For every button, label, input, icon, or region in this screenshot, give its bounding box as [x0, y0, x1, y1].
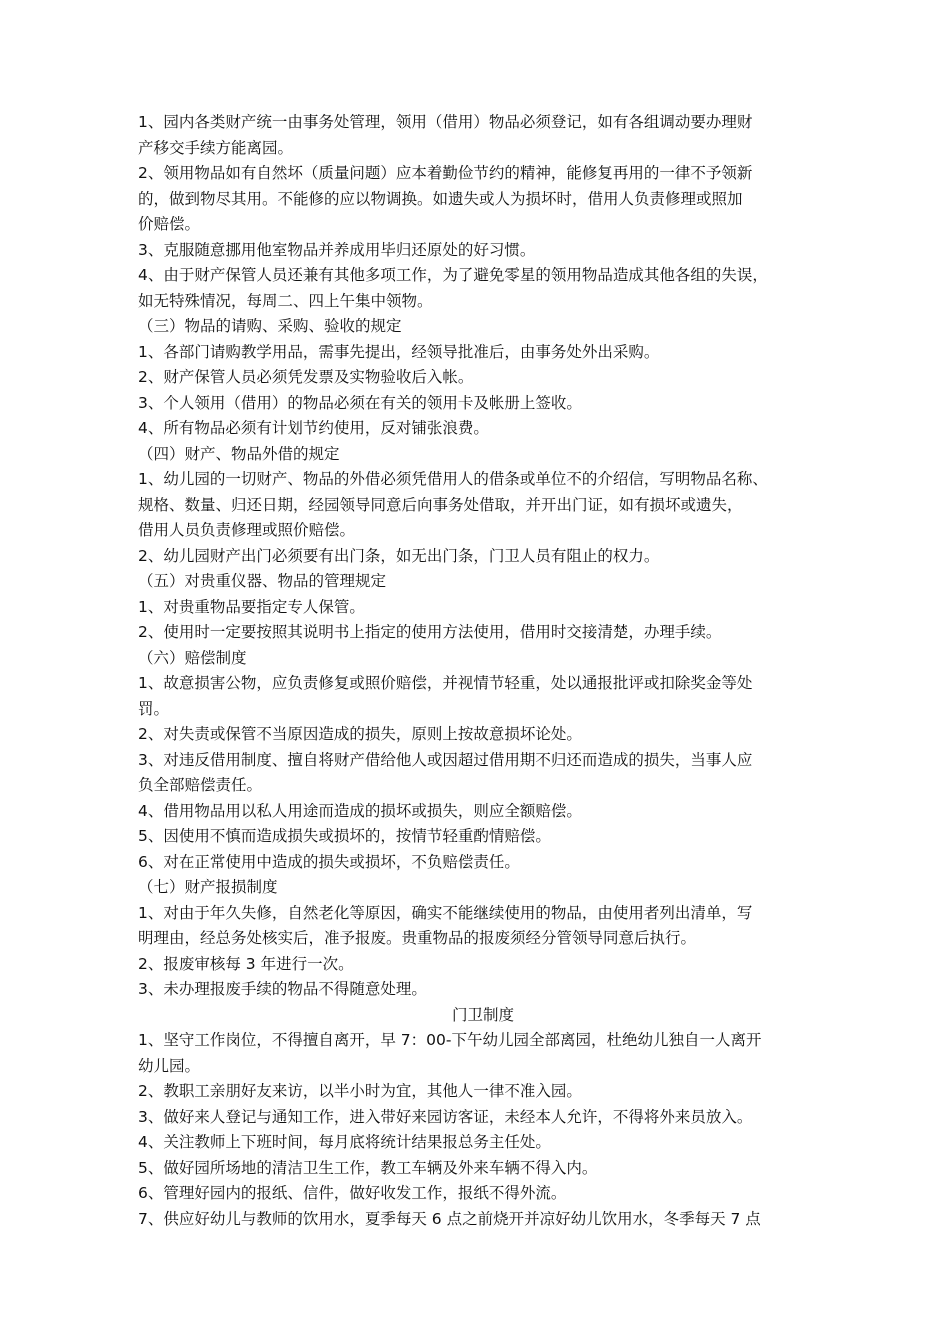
regulations-body [138, 110, 828, 1003]
text-line: （四）财产、物品外借的规定 [138, 444, 340, 463]
text-line: 1、对由于年久失修，自然老化等原因，确实不能继续使用的物品，由使用者列出清单，写 [138, 903, 753, 922]
text-line: 价赔偿。 [138, 215, 201, 233]
text-line: 4、借用物品用以私人用途而造成的损坏或损失，则应全额赔偿。 [138, 801, 582, 820]
text-line: 2、对失责或保管不当原因造成的损失，原则上按故意损坏论处。 [138, 725, 582, 743]
text-line: 5、因使用不慎而造成损失或损坏的，按情节轻重酌情赔偿。 [138, 827, 551, 845]
text-line: 2、领用物品如有自然坏（质量问题）应本着勤俭节约的精神，能修复再用的一律不予领新 [138, 164, 753, 182]
text-line: 1、园内各类财产统一由事务处管理，领用（借用）物品必须登记，如有各组调动要办理财 [138, 113, 753, 131]
text-line: 幼儿园。 [138, 1056, 201, 1075]
text-line: 2、教职工亲朋好友来访，以半小时为宜，其他人一律不准入园。 [138, 1082, 582, 1100]
text-line: 2、财产保管人员必须凭发票及实物验收后入帐。 [138, 368, 474, 386]
text-line: 产移交手续方能离园。 [138, 138, 294, 157]
text-line: 4、由于财产保管人员还兼有其他多项工作，为了避免零星的领用物品造成其他各组的失误， [138, 266, 768, 284]
text-line: 3、未办理报废手续的物品不得随意处理。 [138, 980, 427, 998]
text-line: 2、使用时一定要按照其说明书上指定的使用方法使用，借用时交接清楚，办理手续。 [138, 623, 722, 641]
text-line: 负全部赔偿责任。 [138, 776, 263, 794]
text-line: 1、对贵重物品要指定专人保管。 [138, 597, 365, 616]
gatekeeper-body [138, 1028, 828, 1232]
text-line: （五）对贵重仪器、物品的管理规定 [138, 572, 387, 590]
text-line: 4、所有物品必须有计划节约使用，反对铺张浪费。 [138, 419, 489, 437]
text-line: 的，做到物尽其用。不能修的应以物调换。如遗失或人为损坏时，借用人负责修理或照加 [138, 189, 743, 208]
text-line: 2、幼儿园财产出门必须要有出门条，如无出门条，门卫人员有阻止的权力。 [138, 546, 660, 565]
text-line: 借用人员负责修理或照价赔偿。 [138, 521, 356, 539]
text-line: 5、做好园所场地的清洁卫生工作，教工车辆及外来车辆不得入内。 [138, 1158, 598, 1177]
text-line: 1、坚守工作岗位，不得擅自离开，早 7：00-下午幼儿园全部离园，杜绝幼儿独自一人离开 [138, 1031, 762, 1049]
text-line: 3、克服随意挪用他室物品并养成用毕归还原处的好习惯。 [138, 240, 536, 259]
text-line: （七）财产报损制度 [138, 878, 278, 896]
text-line: 如无特殊情况，每周二、四上午集中领物。 [138, 291, 433, 310]
text-line: （三）物品的请购、采购、验收的规定 [138, 317, 402, 335]
text-line: 3、做好来人登记与通知工作，进入带好来园访客证，未经本人允许，不得将外来员放入。 [138, 1107, 753, 1126]
text-line: 6、管理好园内的报纸、信件，做好收发工作，报纸不得外流。 [138, 1184, 567, 1202]
text-line: 2、报废审核每 3 年进行一次。 [138, 954, 354, 973]
document-page [138, 110, 828, 1232]
text-line: 4、关注教师上下班时间，每月底将统计结果报总务主任处。 [138, 1133, 551, 1151]
text-line: 罚。 [138, 699, 170, 718]
text-line: 3、对违反借用制度、擅自将财产借给他人或因超过借用期不归还而造成的损失，当事人应 [138, 750, 753, 769]
section-title-gatekeeper: 门卫制度 [451, 1005, 514, 1024]
text-line: 6、对在正常使用中造成的损失或损坏，不负赔偿责任。 [138, 852, 520, 871]
text-line: 1、故意损害公物，应负责修复或照价赔偿，并视情节轻重，处以通报批评或扣除奖金等处 [138, 674, 753, 692]
text-line: （六）赔偿制度 [138, 648, 247, 667]
text-line: 3、个人领用（借用）的物品必须在有关的领用卡及帐册上签收。 [138, 393, 582, 412]
text-line: 1、幼儿园的一切财产、物品的外借必须凭借用人的借条或单位不的介绍信，写明物品名称、 [138, 470, 768, 488]
text-line: 1、各部门请购教学用品，需事先提出，经领导批准后，由事务处外出采购。 [138, 342, 660, 361]
text-line: 规格、数量、归还日期，经园领导同意后向事务处借取，并开出门证，如有损坏或遗失， [138, 495, 743, 514]
text-line: 7、供应好幼儿与教师的饮用水，夏季每天 6 点之前烧开并凉好幼儿饮用水，冬季每天 7 点 [138, 1209, 761, 1228]
text-line: 明理由，经总务处核实后，准予报废。贵重物品的报废须经分管领导同意后执行。 [138, 929, 697, 947]
